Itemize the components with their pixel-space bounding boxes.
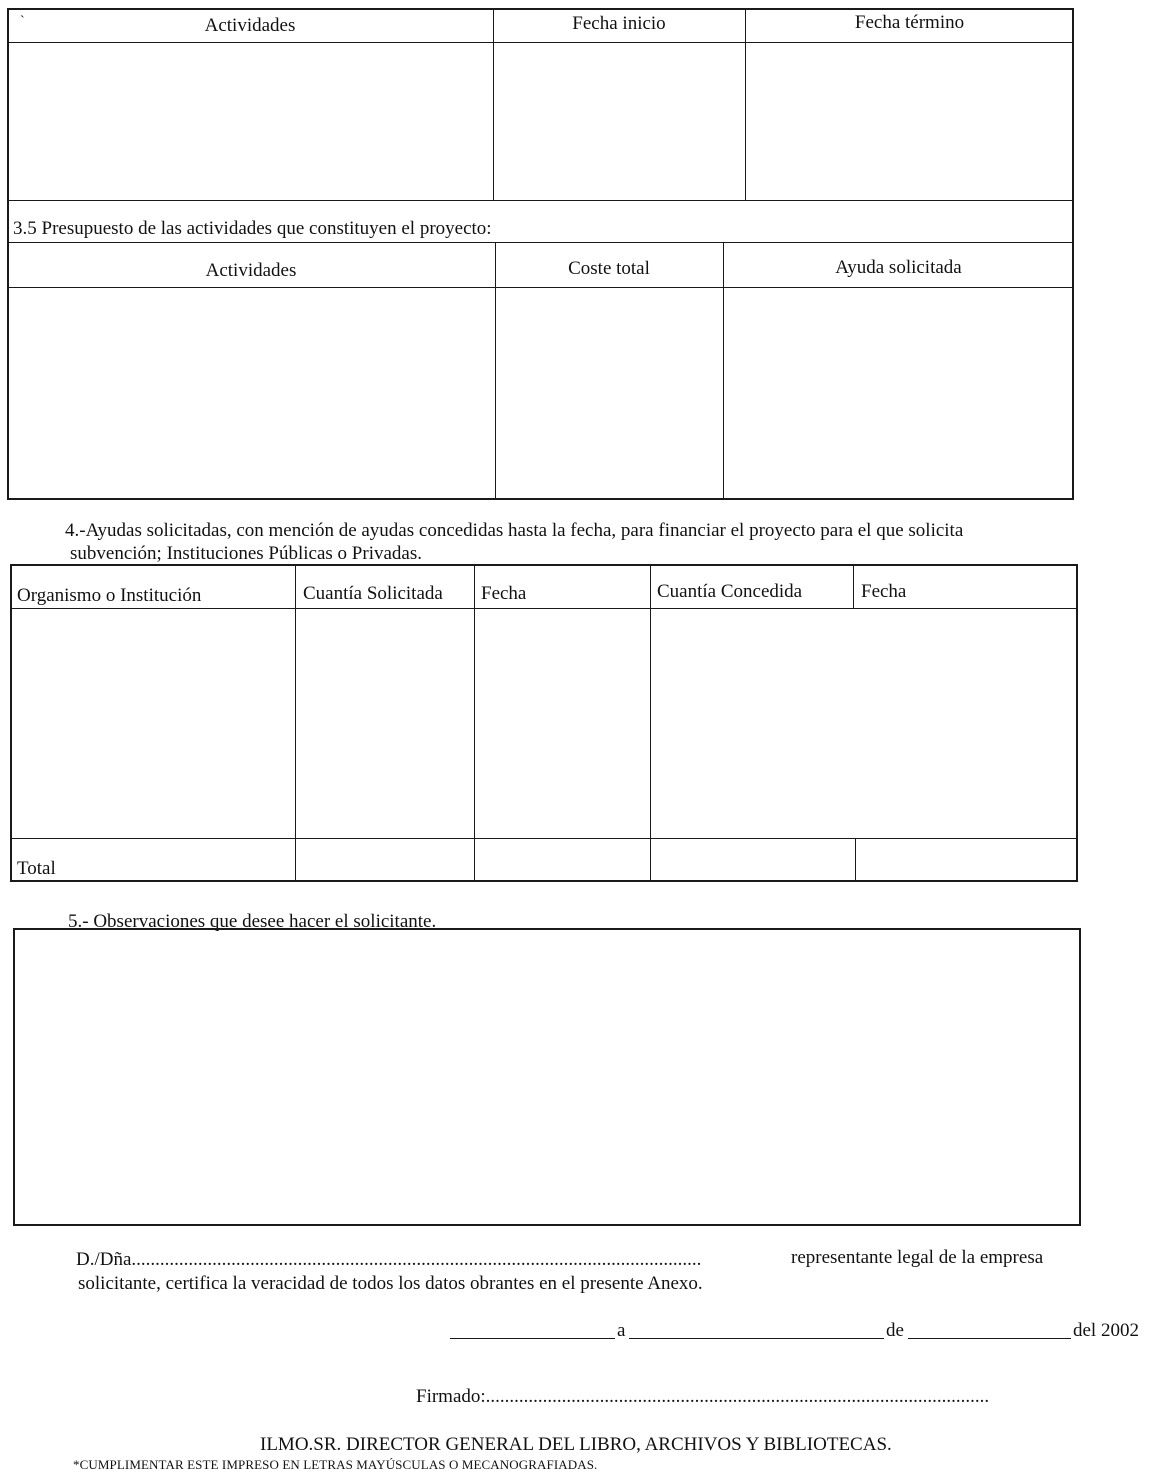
table-divider: [7, 200, 1074, 201]
addressee: ILMO.SR. DIRECTOR GENERAL DEL LIBRO, ARCHIVOS Y BIBLIOTECAS.: [260, 1434, 892, 1455]
table-divider: [10, 608, 1078, 609]
organismo-field[interactable]: [12, 610, 294, 837]
header-fecha-inicio: Fecha inicio: [572, 13, 666, 34]
table-divider: [853, 564, 854, 608]
header-fecha-solicitada: Fecha: [481, 583, 527, 604]
signature-line: Firmado:..........................................................................................................: [416, 1386, 990, 1407]
table-divider: [495, 242, 496, 500]
section-4-title-line2: subvención; Instituciones Públicas o Privadas.: [70, 543, 422, 564]
header-cuantia-solicitada: Cuantía Solicitada: [303, 583, 443, 604]
footer-note: *CUMPLIMENTAR ESTE IMPRESO EN LETRAS MAYÚSCULAS O MECANOGRAFIADAS.: [73, 1457, 598, 1472]
observaciones-box[interactable]: [13, 928, 1081, 1226]
fecha-inicio-field[interactable]: [495, 44, 744, 199]
cuantia-concedida-field[interactable]: [652, 610, 1076, 837]
table-divider: [493, 8, 494, 200]
header-organismo: Organismo o Institución: [17, 585, 202, 606]
table-divider: [855, 838, 856, 882]
table-divider: [7, 287, 1074, 288]
total-cuantia-solicitada-field[interactable]: [297, 840, 473, 880]
header-actividades: Actividades: [204, 15, 296, 36]
table-divider: [745, 8, 746, 200]
header-ayuda-solicitada: Ayuda solicitada: [835, 257, 962, 278]
section-3-5-title: 3.5 Presupuesto de las actividades que constituyen el proyecto:: [13, 218, 492, 239]
fecha-solicitada-field[interactable]: [476, 610, 649, 837]
cuantia-solicitada-field[interactable]: [297, 610, 473, 837]
header-fecha-concedida: Fecha: [861, 581, 907, 602]
table-divider: [295, 564, 296, 882]
date-year: del 2002: [1073, 1320, 1139, 1341]
tick-mark: `: [20, 14, 25, 29]
table-divider: [7, 242, 1074, 243]
table-divider: [723, 242, 724, 500]
fecha-termino-field[interactable]: [747, 44, 1072, 199]
table-divider: [650, 564, 651, 882]
header-cuantia-concedida: Cuantía Concedida: [657, 581, 803, 602]
place-underline[interactable]: [450, 1338, 615, 1339]
total-fecha-solicitada-field[interactable]: [476, 840, 649, 880]
day-underline[interactable]: [629, 1338, 884, 1339]
table-divider: [7, 42, 1074, 43]
total-cuantia-concedida-field[interactable]: [652, 840, 854, 880]
date-de: de: [886, 1320, 904, 1341]
ayuda-solicitada-field[interactable]: [725, 289, 1072, 498]
header-actividades-budget: Actividades: [205, 260, 297, 281]
coste-total-field[interactable]: [497, 289, 722, 498]
certification-line1-prefix: D./Dña........................................................................................................................: [76, 1249, 702, 1270]
month-underline[interactable]: [908, 1338, 1071, 1339]
certification-line1-suffix: representante legal de la empresa: [791, 1247, 1044, 1268]
header-fecha-termino: Fecha término: [854, 12, 965, 33]
total-fecha-concedida-field[interactable]: [857, 840, 1076, 880]
budget-actividades-field[interactable]: [9, 289, 494, 498]
actividades-field[interactable]: [9, 44, 492, 199]
total-label: Total: [17, 858, 56, 879]
header-coste-total: Coste total: [568, 258, 650, 279]
date-a: a: [617, 1320, 626, 1341]
table-divider: [474, 564, 475, 882]
section-4-title-line1: 4.-Ayudas solicitadas, con mención de ayudas concedidas hasta la fecha, para financiar el proyecto para el que solicita: [65, 520, 964, 541]
section-5-title: 5.- Observaciones que desee hacer el solicitante.: [68, 911, 437, 932]
certification-line2: solicitante, certifica la veracidad de todos los datos obrantes en el presente Anexo.: [78, 1273, 703, 1294]
table-divider: [10, 838, 1078, 839]
